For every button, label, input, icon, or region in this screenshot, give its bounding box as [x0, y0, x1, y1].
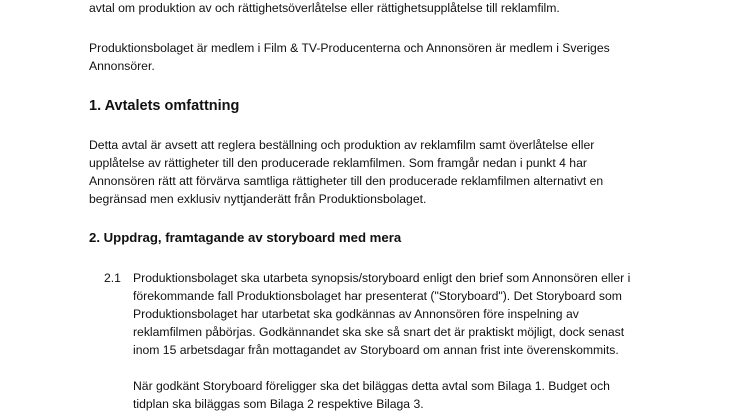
followup-line: När godkänt Storyboard föreligger ska det biläggas detta avtal som Bilaga 1. Budget och — [133, 379, 610, 393]
clause-line: förekommande fall Produktionsbolaget har presenterat ("Storyboard"). Det Storyboard som — [133, 289, 622, 303]
section1-heading: 1. Avtalets omfattning — [89, 98, 240, 114]
clause-line: Produktionsbolaget ska utarbeta synopsis/storyboard enligt den brief som Annonsören eller i — [133, 271, 631, 285]
intro-line: avtal om produktion av och rättighetsöverlåtelse eller rättighetsupplåtelse till reklamfilm. — [89, 1, 560, 15]
section1-line: Annonsören rätt att förvärva samtliga rättigheter till den producerade reklamfilmen alternativt en — [89, 174, 604, 188]
membership-line: Produktionsbolaget är medlem i Film & TV-Producenterna och Annonsören är medlem i Sveriges — [89, 41, 610, 55]
membership-line: Annonsörer. — [89, 59, 155, 73]
intro-top-line — [89, 0, 560, 17]
followup-line: tidplan ska biläggas som Bilaga 2 respektive Bilaga 3. — [133, 397, 424, 411]
membership-paragraph — [89, 39, 610, 75]
section1-line: Detta avtal är avsett att reglera beställning och produktion av reklamfilm samt överlåtelse eller — [89, 138, 595, 152]
clause-number: 2.1 — [104, 271, 121, 285]
section1-line: begränsad men exklusiv nyttjanderätt från Produktionsbolaget. — [89, 192, 427, 206]
clause-2-1-paragraph — [133, 269, 630, 359]
clause-line: Produktionsbolaget har utarbetat ska godkännas av Annonsören före inspelning av — [133, 307, 579, 321]
clause-line: inom 15 arbetsdagar från mottagandet av Storyboard om annan frist inte överenskommits. — [133, 343, 619, 357]
section1-paragraph — [89, 136, 603, 208]
section1-line: upplåtelse av rättigheter till den producerade reklamfilmen. Som framgår nedan i punkt 4 har — [89, 156, 587, 170]
clause-line: reklamfilmen påbörjas. Godkännandet ska ske så snart det är praktiskt möjligt, dock senast — [133, 325, 625, 339]
clause-followup-paragraph — [133, 377, 610, 413]
section2-heading: 2. Uppdrag, framtagande av storyboard med mera — [89, 230, 402, 245]
